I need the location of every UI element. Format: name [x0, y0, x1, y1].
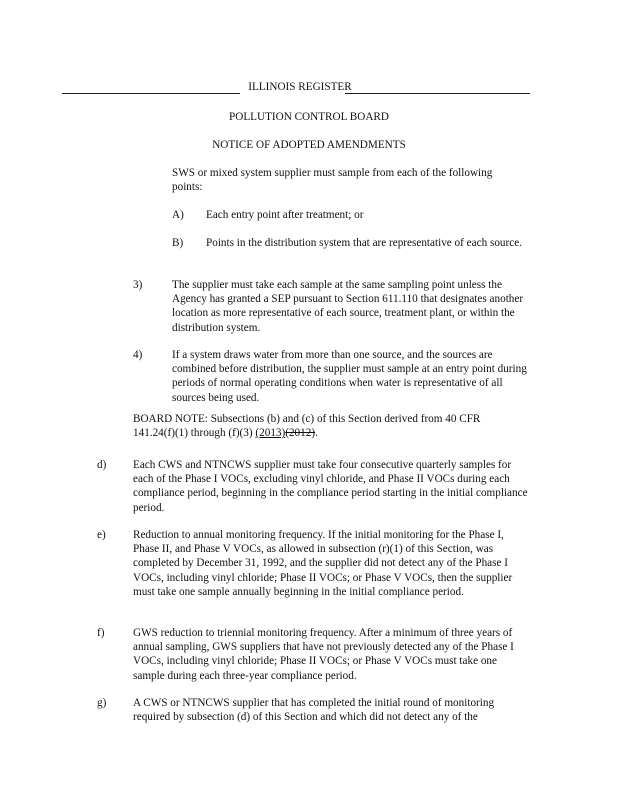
item-B-text: Points in the distribution system that are representative of each source. [206, 237, 522, 249]
item-3-text: The supplier must take each sample at the same sampling point unless the Agency has granted a SEP pursuant to Section 611.110 that designates another location as more representative of each source, treatment plant, or within the distribution system. [172, 279, 524, 334]
item-e-text: Reduction to annual monitoring frequency. If the initial monitoring for the Phase I, Phase II, and Phase V VOCs, as allowed in subsection (r)(1) of this Section, was completed by December 31, 1992, and the supplier did not detect any of the Phase I VOCs, including vinyl chloride; Phase II VOCs; or Phase V VOCs, then the supplier must take one sample annually beginning in the initial compliance period. [133, 529, 513, 598]
header-rule-right [345, 93, 530, 94]
board-note-added-year: (2013) [255, 427, 286, 440]
board-note-suffix: . [315, 427, 318, 440]
header-rule-left [62, 93, 240, 94]
agency-title: POLLUTION CONTROL BOARD [229, 111, 389, 123]
item-d-label: d) [97, 459, 107, 471]
item-d-text: Each CWS and NTNCWS supplier must take four consecutive quarterly samples for each of the Phase I VOCs, excluding vinyl chloride, and Phase II VOCs during each compliance period, beginning in the compliance period starting in the initial compliance period. [133, 459, 528, 514]
notice-title: NOTICE OF ADOPTED AMENDMENTS [212, 139, 406, 151]
item-4-label: 4) [133, 349, 143, 361]
item-g-text: A CWS or NTNCWS supplier that has completed the initial round of monitoring required by subsection (d) of this Section and which did not detect any of the [133, 697, 495, 724]
board-note-deleted-year: (2012) [285, 427, 316, 440]
item-B-label: B) [172, 237, 184, 249]
board-note [133, 412, 525, 440]
item-A-label: A) [172, 209, 184, 221]
board-note-text: BOARD NOTE: Subsections (b) and (c) of this Section derived from 40 CFR 141.24(f)(1) through (f)(3) [133, 413, 481, 440]
item-4-text: If a system draws water from more than one source, and the sources are combined before distribution, the supplier must sample at an entry point during periods of normal operating conditions when water is representative of all sources being used. [172, 349, 527, 404]
register-title: ILLINOIS REGISTER [248, 81, 352, 93]
item-e-label: e) [97, 529, 106, 541]
item-f-label: f) [97, 627, 105, 639]
item-f-text: GWS reduction to triennial monitoring frequency. After a minimum of three years of annual sampling, GWS suppliers that have not previously detected any of the Phase I VOCs, including vinyl chloride; Phase II VOCs; or Phase V VOCs must take one sample during each three-year compliance period. [133, 627, 514, 682]
item-A-text: Each entry point after treatment; or [206, 209, 364, 221]
intro-paragraph: SWS or mixed system supplier must sample from each of the following points: [172, 167, 493, 194]
item-3-label: 3) [133, 279, 143, 291]
item-g-label: g) [97, 697, 107, 709]
